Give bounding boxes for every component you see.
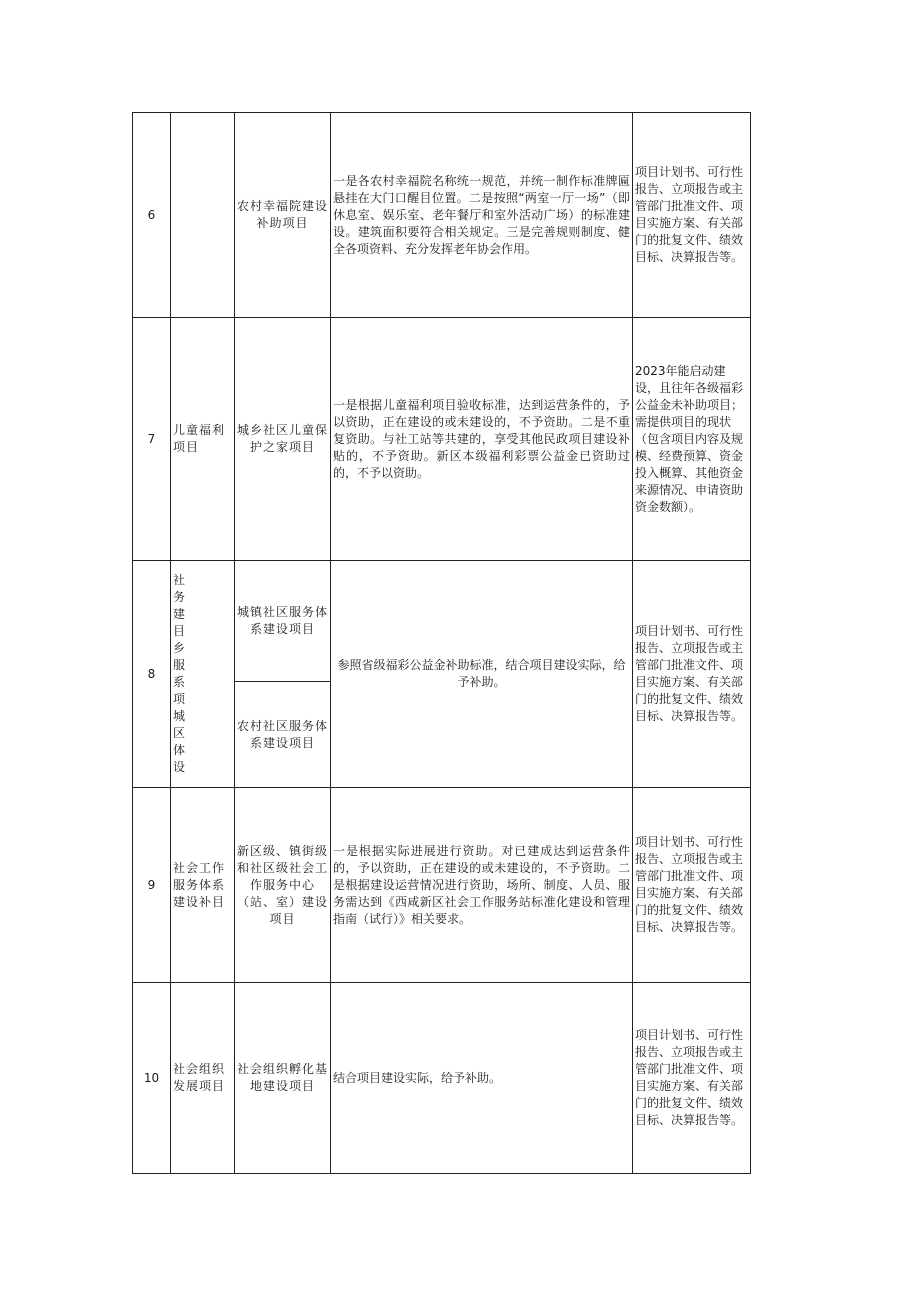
row-number: 6 [133, 113, 171, 318]
required-materials: 项目计划书、可行性报告、立项报告或主管部门批准文件、项目实施方案、有关部门的批复文件、绩效目标、决算报告等。 [633, 788, 751, 983]
required-materials: 项目计划书、可行性报告、立项报告或主管部门批准文件、项目实施方案、有关部门的批复文件、绩效目标、决算报告等。 [633, 561, 751, 788]
category-char: 系 [173, 675, 186, 689]
category-char: 社 [173, 573, 186, 587]
category-cell: 社会组织发展项目 [171, 983, 235, 1174]
category-char: 城 [173, 709, 186, 723]
category-char: 体 [173, 743, 186, 757]
category-char: 服 [173, 658, 186, 672]
table-row [133, 561, 751, 682]
subsidy-table [132, 112, 751, 1174]
category-char: 项 [173, 692, 186, 706]
category-char: 设 [173, 760, 186, 774]
subsidy-standard: 一是各农村幸福院名称统一规范，并统一制作标准牌匾悬挂在大门口醒目位置。二是按照“两室一厅一场”（即休息室、娱乐室、老年餐厅和室外活动广场）的标准建设。建筑面积要符合相关规定。三是完善规则制度、健全各项资料、充分发挥老年协会作用。 [331, 113, 633, 318]
required-materials: 项目计划书、可行性报告、立项报告或主管部门批准文件、项目实施方案、有关部门的批复文件、绩效目标、决算报告等。 [633, 113, 751, 318]
category-char: 乡 [173, 641, 186, 655]
project-name: 城镇社区服务体系建设项目 [235, 561, 331, 682]
row-number: 8 [133, 561, 171, 788]
project-name: 新区级、镇街级和社区级社会工作服务中心（站、室）建设项目 [235, 788, 331, 983]
project-name: 社会组织孵化基地建设项目 [235, 983, 331, 1174]
category-cell-vertical [171, 561, 235, 788]
subsidy-standard: 结合项目建设实际，给予补助。 [331, 983, 633, 1174]
subsidy-standard: 一是根据实际进展进行资助。对已建成达到运营条件的，予以资助，正在建设的或未建设的，不予资助。二是根据建设运营情况进行资助，场所、制度、人员、服务需达到《西咸新区社会工作服务站标准化建设和管理指南（试行）》相关要求。 [331, 788, 633, 983]
row-number: 9 [133, 788, 171, 983]
subsidy-standard: 参照省级福彩公益金补助标准，结合项目建设实际，给予补助。 [331, 561, 633, 788]
row-number: 10 [133, 983, 171, 1174]
table-row [133, 983, 751, 1174]
table-row [133, 318, 751, 561]
category-char: 建 [173, 607, 186, 621]
row-number: 7 [133, 318, 171, 561]
table-row [133, 788, 751, 983]
category-cell: 儿童福利项目 [171, 318, 235, 561]
required-materials: 项目计划书、可行性报告、立项报告或主管部门批准文件、项目实施方案、有关部门的批复文件、绩效目标、决算报告等。 [633, 983, 751, 1174]
project-name: 农村社区服务体系建设项目 [235, 682, 331, 788]
project-name: 城乡社区儿童保护之家项目 [235, 318, 331, 561]
table-row [133, 113, 751, 318]
category-cell [171, 113, 235, 318]
category-cell: 社会工作服务体系建设补目 [171, 788, 235, 983]
required-materials: 2023年能启动建设，且往年各级福彩公益金未补助项目；需提供项目的现状（包含项目内容及规模、经费预算、资金投入概算、其他资金来源情况、申请资助资金数额）。 [633, 318, 751, 561]
category-char: 目 [173, 624, 186, 638]
subsidy-standard: 一是根据儿童福利项目验收标准，达到运营条件的，予以资助，正在建设的或未建设的，不予资助。二是不重复资助。与社工站等共建的，享受其他民政项目建设补贴的，不予资助。新区本级福利彩票公益金已资助过的，不予以资助。 [331, 318, 633, 561]
project-name: 农村幸福院建设补助项目 [235, 113, 331, 318]
category-char: 务 [173, 590, 186, 604]
category-char: 区 [173, 726, 186, 740]
